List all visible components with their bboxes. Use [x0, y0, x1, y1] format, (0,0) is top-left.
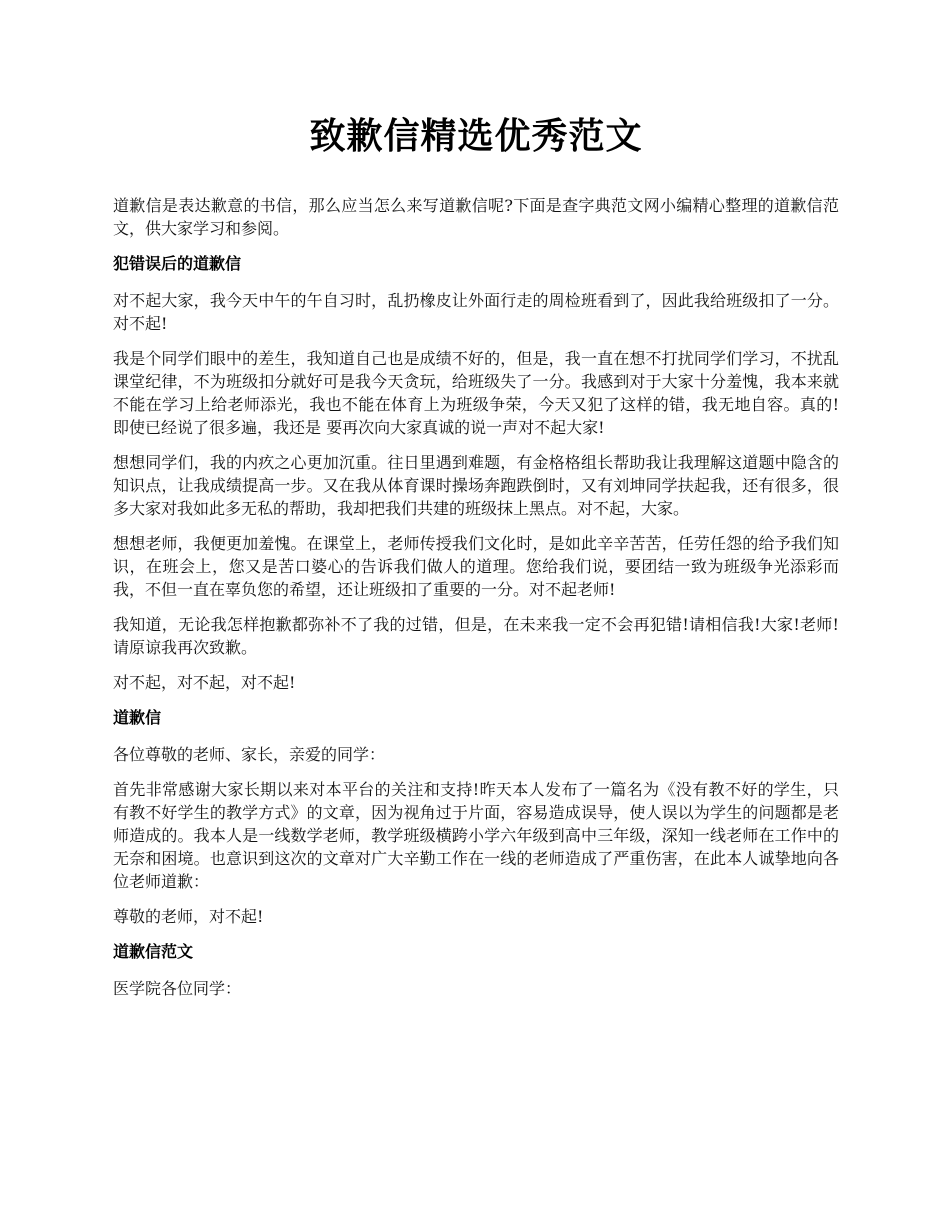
body-paragraph: 我知道，无论我怎样抱歉都弥补不了我的过错，但是，在未来我一定不会再犯错!请相信我!大家!老师!请原谅我再次致歉。 — [113, 615, 839, 657]
intro-paragraph: 道歉信是表达歉意的书信，那么应当怎么来写道歉信呢?下面是查字典范文网小编精心整理的道歉信范文，供大家学习和参阅。 — [113, 196, 839, 238]
section-heading: 道歉信范文 — [113, 942, 194, 961]
body-paragraph: 我是个同学们眼中的差生，我知道自己也是成绩不好的，但是，我一直在想不打扰同学们学习，不扰乱课堂纪律，不为班级扣分就好可是我今天贪玩，给班级失了一分。我感到对于大家十分羞愧，我本来就不能在学习上给老师添光，我也不能在体育上为班级争荣，今天又犯了这样的错，我无地自容。真的!即使已经说了很多遍，我还是 要再次向大家真诚的说一声对不起大家! — [113, 349, 839, 437]
body-paragraph: 对不起，对不起，对不起! — [113, 673, 296, 692]
body-paragraph: 想想老师，我便更加羞愧。在课堂上，老师传授我们文化时，是如此辛辛苦苦，任劳任怨的给予我们知识，在班会上，您又是苦口婆心的告诉我们做人的道理。您给我们说，要团结一致为班级争光添彩而我，不但一直在辜负您的希望，还让班级扣了重要的一分。对不起老师! — [113, 534, 839, 599]
body-paragraph: 尊敬的老师，对不起! — [113, 907, 264, 926]
section-heading: 犯错误后的道歉信 — [113, 254, 242, 273]
body-paragraph: 首先非常感谢大家长期以来对本平台的关注和支持!昨天本人发布了一篇名为《没有教不好的学生，只有教不好学生的教学方式》的文章，因为视角过于片面，容易造成误导，使人误以为学生的问题都是老师造成的。我本人是一线数学老师，教学班级横跨小学六年级到高中三年级，深知一线老师在工作中的无奈和困境。也意识到这次的文章对广大辛勤工作在一线的老师造成了严重伤害，在此本人诚挚地向各位老师道歉： — [113, 780, 839, 891]
body-paragraph: 想想同学们，我的内疚之心更加沉重。往日里遇到难题，有金格格组长帮助我让我理解这道题中隐含的知识点，让我成绩提高一步。又在我从体育课时操场奔跑跌倒时，又有刘坤同学扶起我，还有很多，很多大家对我如此多无私的帮助，我却把我们共建的班级抹上黑点。对不起，大家。 — [113, 453, 839, 518]
document-title: 致歉信精选优秀范文 — [309, 115, 643, 157]
section-heading: 道歉信 — [113, 708, 162, 727]
salutation-paragraph: 医学院各位同学： — [113, 979, 242, 998]
salutation-paragraph: 各位尊敬的老师、家长，亲爱的同学： — [113, 745, 386, 764]
body-paragraph: 对不起大家，我今天中午的午自习时，乱扔橡皮让外面行走的周检班看到了，因此我给班级扣了一分。对不起! — [113, 291, 839, 333]
document-page — [113, 112, 839, 1012]
